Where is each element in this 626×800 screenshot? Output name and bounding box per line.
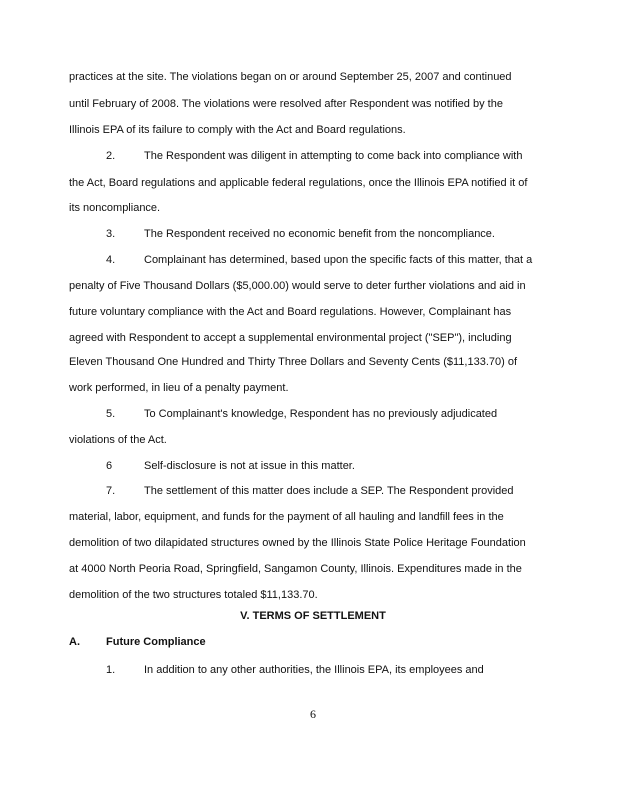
paragraph-line: the Act, Board regulations and applicable federal regulations, once the Illinois EPA notified it of [69, 177, 528, 189]
paragraph-line: Eleven Thousand One Hundred and Thirty Three Dollars and Seventy Cents ($11,133.70) of [69, 356, 518, 368]
paragraph-line: work performed, in lieu of a penalty payment. [69, 382, 289, 394]
paragraph-line: at 4000 North Peoria Road, Springfield, Sangamon County, Illinois. Expenditures made in the [69, 563, 522, 575]
paragraph-line: Illinois EPA of its failure to comply with the Act and Board regulations. [69, 124, 406, 136]
section-heading: V. TERMS OF SETTLEMENT [240, 610, 386, 622]
paragraph-number: 1. [106, 664, 116, 676]
paragraph-number: 7. [106, 485, 116, 497]
paragraph-line: violations of the Act. [69, 434, 167, 446]
paragraph-line: The settlement of this matter does include a SEP. The Respondent provided [144, 485, 514, 497]
paragraph-line: Complainant has determined, based upon the specific facts of this matter, that a [144, 254, 533, 266]
paragraph-line: The Respondent received no economic benefit from the noncompliance. [144, 228, 495, 240]
paragraph-number: 3. [106, 228, 116, 240]
page-number: 6 [310, 707, 316, 721]
subsection-letter: A. [69, 636, 80, 648]
paragraph-number: 5. [106, 408, 116, 420]
paragraph-line: future voluntary compliance with the Act and Board regulations. However, Complainant has [69, 306, 512, 318]
paragraph-number: 6 [106, 460, 113, 472]
paragraph-line: until February of 2008. The violations were resolved after Respondent was notified by the [69, 98, 503, 110]
paragraph-line: demolition of the two structures totaled $11,133.70. [69, 589, 318, 601]
paragraph-line: material, labor, equipment, and funds for the payment of all hauling and landfill fees in the [69, 511, 504, 523]
subsection-title: Future Compliance [106, 636, 206, 648]
paragraph-line: demolition of two dilapidated structures owned by the Illinois State Police Heritage Foundation [69, 537, 526, 549]
paragraph-line: To Complainant's knowledge, Respondent has no previously adjudicated [144, 408, 498, 420]
paragraph-line: practices at the site. The violations began on or around September 25, 2007 and continued [69, 71, 512, 83]
paragraph-number: 2. [106, 150, 116, 162]
paragraph-line: penalty of Five Thousand Dollars ($5,000.00) would serve to deter further violations and aid in [69, 280, 526, 292]
paragraph-line: Self-disclosure is not at issue in this matter. [144, 460, 355, 472]
paragraph-line: In addition to any other authorities, the Illinois EPA, its employees and [144, 664, 484, 676]
paragraph-line: agreed with Respondent to accept a supplemental environmental project ("SEP"), including [69, 332, 512, 344]
paragraph-line: The Respondent was diligent in attempting to come back into compliance with [144, 150, 523, 162]
paragraph-line: its noncompliance. [69, 202, 161, 214]
paragraph-number: 4. [106, 254, 116, 266]
